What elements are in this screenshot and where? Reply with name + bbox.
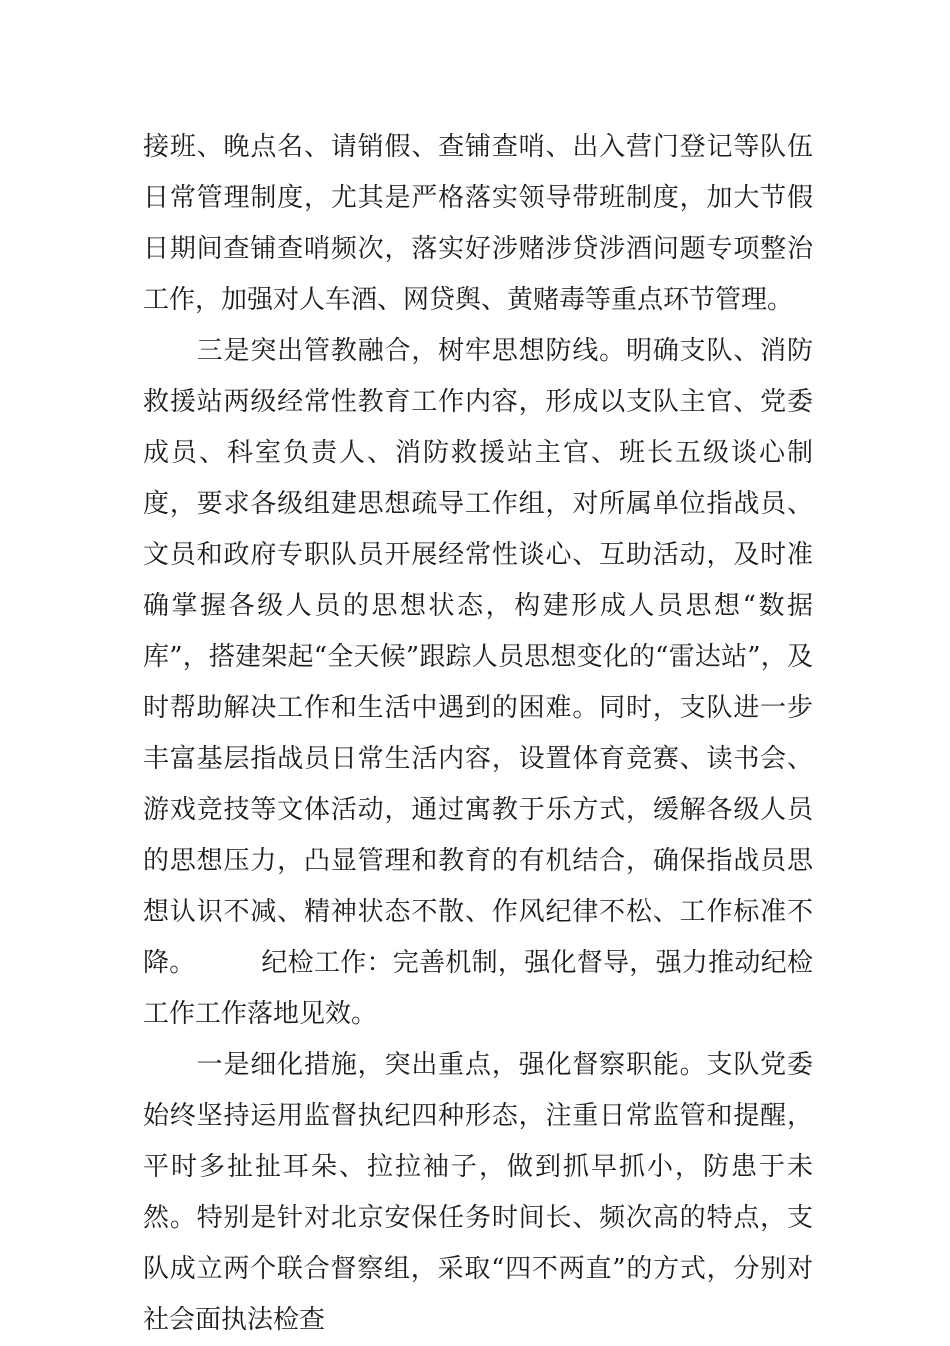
- document-body: [143, 122, 813, 1346]
- paragraph-education-integration: 三是突出管教融合，树牢思想防线。明确支队、消防救援站两级经常性教育工作内容，形成以支队主官、党委成员、科室负责人、消防救援站主官、班长五级谈心制度，要求各级组建思想疏导工作组，对所属单位指战员、文员和政府专职队员开展经常性谈心、互助活动，及时准确掌握各级人员的思想状态，构建形成人员思想“数据库”，搭建架起“全天候”跟踪人员思想变化的“雷达站”，及时帮助解决工作和生活中遇到的困难。同时，支队进一步丰富基层指战员日常生活内容，设置体育竞赛、读书会、游戏竞技等文体活动，通过寓教于乐方式，缓解各级人员的思想压力，凸显管理和教育的有机结合，确保指战员思想认识不减、精神状态不散、作风纪律不松、工作标准不降。 纪检工作：完善机制，强化督导，强力推动纪检工作工作落地见效。: [143, 336, 813, 1029]
- paragraph-supervision-measures: 一是细化措施，突出重点，强化督察职能。支队党委始终坚持运用监督执纪四种形态，注重日常监管和提醒，平时多扯扯耳朵、拉拉袖子，做到抓早抓小，防患于未然。特别是针对北京安保任务时间长、频次高的特点，支队成立两个联合督察组，采取“四不两直”的方式，分别对社会面执法检查: [143, 1050, 813, 1335]
- paragraph-daily-management: 接班、晚点名、请销假、查铺查哨、出入营门登记等队伍日常管理制度，尤其是严格落实领导带班制度，加大节假日期间查铺查哨频次，落实好涉赌涉贷涉酒问题专项整治工作，加强对人车酒、网贷舆、黄赌毒等重点环节管理。: [143, 132, 813, 315]
